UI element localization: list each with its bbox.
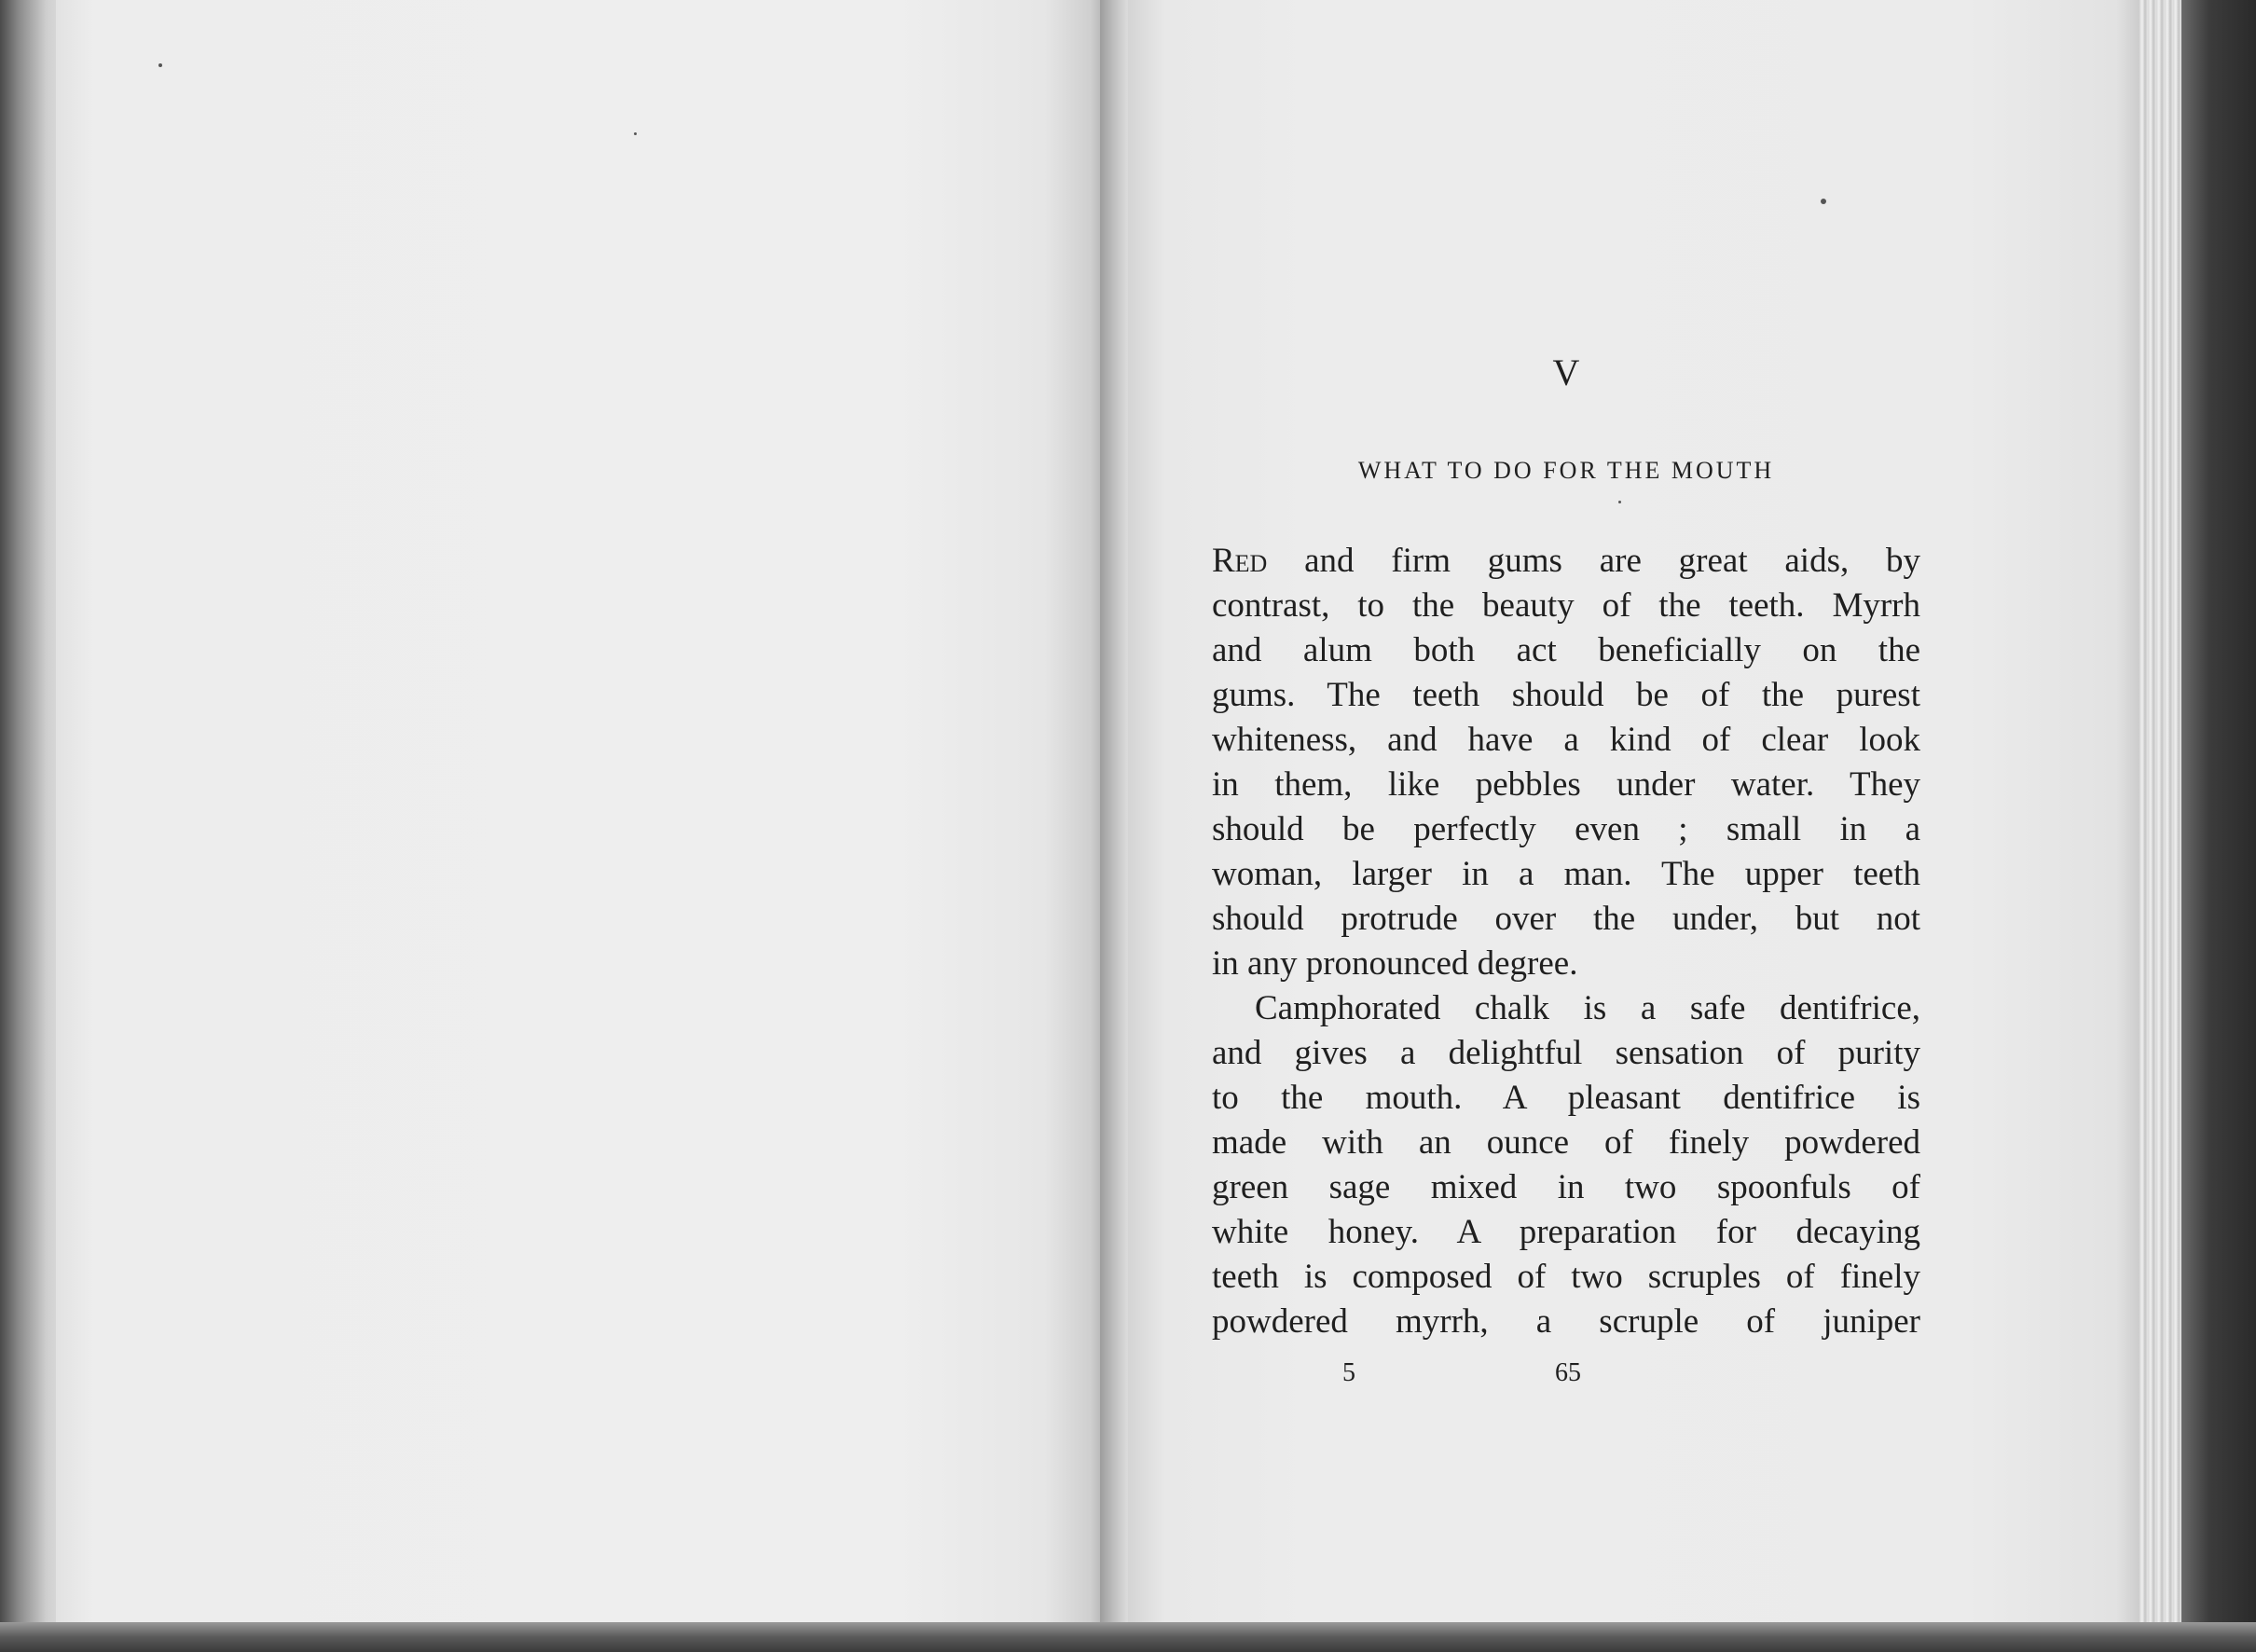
text-line: Camphorated chalk is a safe dentifrice, [1255,989,1920,1027]
text-line: powdered myrrh, a scruple of juniper [1212,1302,1920,1341]
text-line: should protrude over the under, but not [1212,900,1920,938]
paper-speck [158,63,162,67]
page-block-edges [2139,0,2181,1633]
text-line: white honey. A preparation for decaying [1212,1213,1920,1251]
text-line: should be perfectly even ; small in a [1212,810,1920,848]
text-line: gums. The teeth should be of the purest [1212,676,1920,714]
text-line: in any pronounced degree. [1212,944,1578,983]
book-bottom-edge [0,1622,2256,1652]
paper-speck [634,132,637,135]
text-line: woman, larger in a man. The upper teeth [1212,855,1920,893]
text-line: green sage mixed in two spoonfuls of [1212,1168,1920,1206]
left-page-blank [56,0,1109,1622]
text-line: Red and firm gums are great aids, by [1212,542,1920,580]
text-line: whiteness, and have a kind of clear look [1212,721,1920,759]
text-line: and gives a delightful sensation of purity [1212,1034,1920,1072]
text-line: and alum both act beneficially on the [1212,631,1920,669]
page-number: 65 [1555,1358,1581,1387]
signature-mark: 5 [1342,1358,1355,1387]
text-line: contrast, to the beauty of the teeth. Myrrh [1212,586,1920,625]
paper-speck [1821,199,1826,204]
book-cover-edge [2181,0,2256,1652]
text-line: to the mouth. A pleasant dentifrice is [1212,1079,1920,1117]
text-line: made with an ounce of finely powdered [1212,1123,1920,1162]
text-line: in them, like pebbles under water. They [1212,765,1920,804]
chapter-title: WHAT TO DO FOR THE MOUTH [1357,457,1775,484]
paper-speck [1618,501,1621,503]
chapter-number: V [1552,351,1580,393]
drop-lead-word: Red [1212,542,1268,580]
text-line: teeth is composed of two scruples of finely [1212,1258,1920,1296]
